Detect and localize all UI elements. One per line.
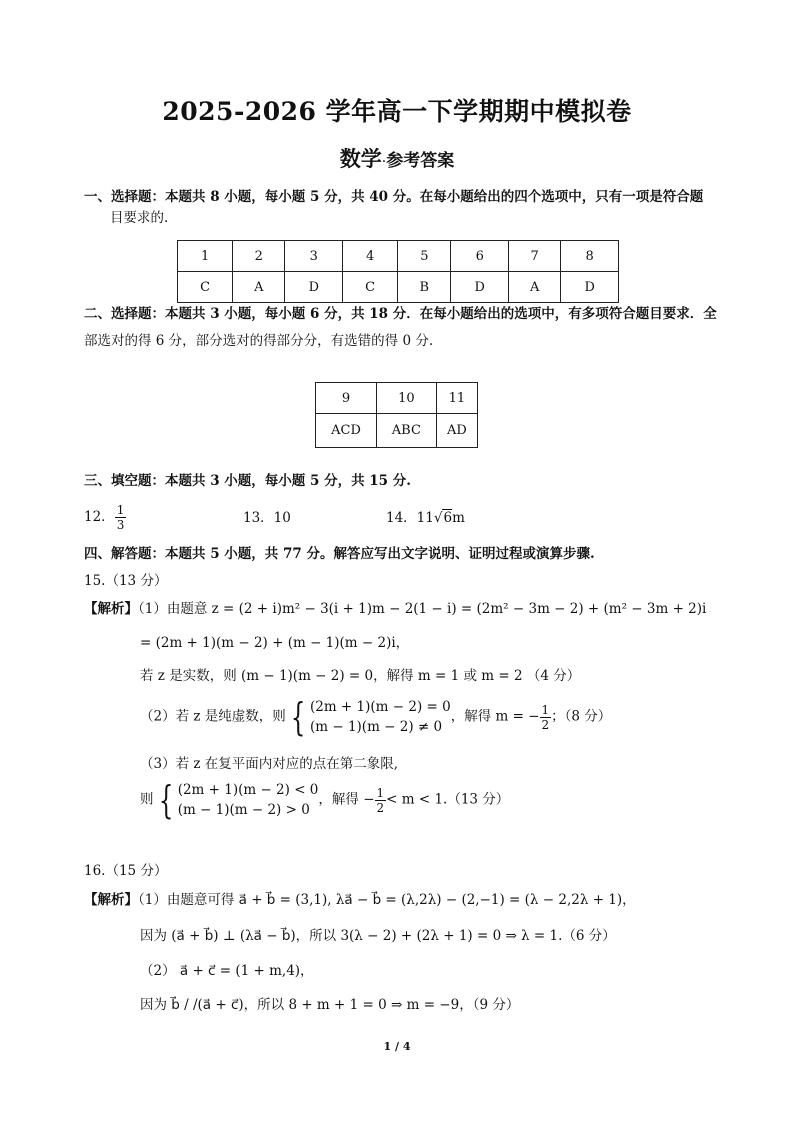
table-cell: C [343, 272, 398, 303]
table-cell: 2 [233, 241, 285, 272]
answer-table-2-numbers [316, 383, 478, 414]
q16-line1-text: （1）由题意可得 a⃗ + b⃗ = (3,1), λa⃗ − b⃗ = (λ,2λ) − (2,−1) = (λ − 2,2λ + 1)， [138, 892, 636, 908]
table-cell: 9 [316, 383, 377, 414]
answer-table-1-numbers [178, 241, 619, 272]
subtitle-dot: · [381, 154, 387, 170]
q16-line2: 因为 (a⃗ + b⃗) ⊥ (λa⃗ − b⃗)，所以 3(λ − 2) + (2λ + 1) = 0 ⇒ λ = 1.（6 分） [140, 928, 616, 944]
answer-q12 [84, 503, 126, 532]
q16-heading: 16.（15 分） [84, 863, 168, 879]
table-cell: B [398, 272, 451, 303]
section4-line1: 四、解答题：本题共 5 小题，共 77 分。解答应写出文字说明、证明过程或演算步骤. [84, 546, 595, 562]
q15-line4-post: ，解得 m = − [450, 708, 540, 725]
answer-table-2-answers [316, 414, 478, 448]
table-cell: 5 [398, 241, 451, 272]
table-cell: 4 [343, 241, 398, 272]
q14-radicand: 6 [443, 510, 453, 526]
section2-line2: 部选对的得 6 分，部分选对的得部分分，有选错的得 0 分. [84, 333, 434, 349]
section3-line1: 三、填空题：本题共 3 小题，每小题 5 分，共 15 分. [84, 473, 411, 489]
q15-line3: 若 z 是实数，则 (m − 1)(m − 2) = 0，解得 m = 1 或 m = 2 （4 分） [140, 668, 581, 684]
table-cell: D [285, 272, 343, 303]
table-cell: 6 [451, 241, 509, 272]
fraction-denominator: 3 [116, 518, 125, 532]
q15-line4-fraction [540, 703, 552, 732]
equation-system [310, 697, 451, 737]
fraction-denominator: 2 [541, 717, 550, 732]
q15-line1 [84, 598, 706, 620]
table-cell: ACD [316, 414, 377, 448]
section1-line1: 一、选择题：本题共 8 小题，每小题 5 分，共 40 分。在每小题给出的四个选项中，只有一项是符合题 [84, 189, 704, 205]
q16-line4: 因为 b⃗ / /(a⃗ + c⃗)，所以 8 + m + 1 = 0 ⇒ m = −9，（9 分） [140, 997, 520, 1013]
table-cell: 10 [376, 383, 436, 414]
table-cell: A [233, 272, 285, 303]
q15-line6-fraction [375, 786, 387, 815]
q16-line3: （2） a⃗ + c⃗ = (1 + m,4)， [140, 963, 314, 979]
fraction-numerator: 1 [376, 785, 385, 800]
section1-line2: 目要求的. [110, 210, 169, 226]
q15-line6-end: < m < 1.（13 分） [386, 791, 510, 808]
subtitle-rest: 参考答案 [386, 151, 455, 171]
system-row: (2m + 1)(m − 2) < 0 [177, 782, 319, 798]
left-brace: { [290, 695, 306, 739]
q15-line1-text: （1）由题意 z = (2 + i)m² − 3(i + 1)m − 2(1 − i) = (2m² − 3m − 2) + (m² − 3m + 2)i [138, 601, 707, 617]
q15-line4-end: ；（8 分） [551, 708, 612, 725]
answer-table-1-answers [178, 272, 619, 303]
system-row: (m − 1)(m − 2) > 0 [177, 802, 310, 818]
q16-line1 [84, 889, 636, 911]
table-cell: 8 [561, 241, 619, 272]
left-brace: { [158, 778, 173, 822]
fraction-denominator: 2 [376, 800, 385, 815]
table-cell: AD [436, 414, 477, 448]
answer-table-2 [315, 382, 478, 448]
fraction-numerator: 1 [116, 503, 125, 517]
answer-q14: 14．11√6m [386, 510, 465, 526]
table-cell: A [509, 272, 561, 303]
page-number: 1 / 4 [383, 1040, 411, 1053]
analysis-tag: 【解析】 [84, 892, 138, 908]
table-cell: D [561, 272, 619, 303]
table-cell: 7 [509, 241, 561, 272]
q12-fraction [115, 503, 127, 532]
q14-label: 14．11 [386, 510, 434, 526]
q15-heading: 15.（13 分） [84, 573, 168, 589]
equation-system [178, 780, 319, 820]
q12-label: 12． [84, 509, 115, 525]
q14-unit: m [452, 510, 465, 526]
subtitle-main: 数学 [339, 146, 382, 171]
table-cell: 3 [285, 241, 343, 272]
answer-table-1 [177, 240, 619, 303]
q15-line6-post: ，解得 − [318, 791, 375, 808]
page-subtitle [0, 143, 794, 173]
q15-line5: （3）若 z 在复平面内对应的点在第二象限, [140, 756, 399, 772]
page-title: 2025-2026 学年高一下学期期中模拟卷 [162, 97, 632, 126]
answer-q13: 13．10 [243, 510, 291, 526]
analysis-tag: 【解析】 [84, 601, 138, 617]
table-cell: 11 [436, 383, 477, 414]
system-row: (2m + 1)(m − 2) = 0 [309, 699, 451, 715]
q15-line4-pre: （2）若 z 是纯虚数，则 [140, 708, 286, 725]
q15-line4 [140, 697, 611, 737]
q15-line6 [140, 780, 509, 820]
table-cell: ABC [376, 414, 436, 448]
table-cell: D [451, 272, 509, 303]
table-cell: C [178, 272, 233, 303]
table-cell: 1 [178, 241, 233, 272]
section2-line1: 二、选择题：本题共 3 小题，每小题 6 分，共 18 分．在每小题给出的选项中，有多项符合题目要求．全 [84, 306, 717, 322]
q15-line2: = (2m + 1)(m − 2) + (m − 1)(m − 2)i， [140, 635, 410, 651]
fraction-numerator: 1 [541, 702, 550, 717]
system-row: (m − 1)(m − 2) ≠ 0 [309, 719, 443, 735]
q15-line6-pre: 则 [140, 791, 154, 808]
